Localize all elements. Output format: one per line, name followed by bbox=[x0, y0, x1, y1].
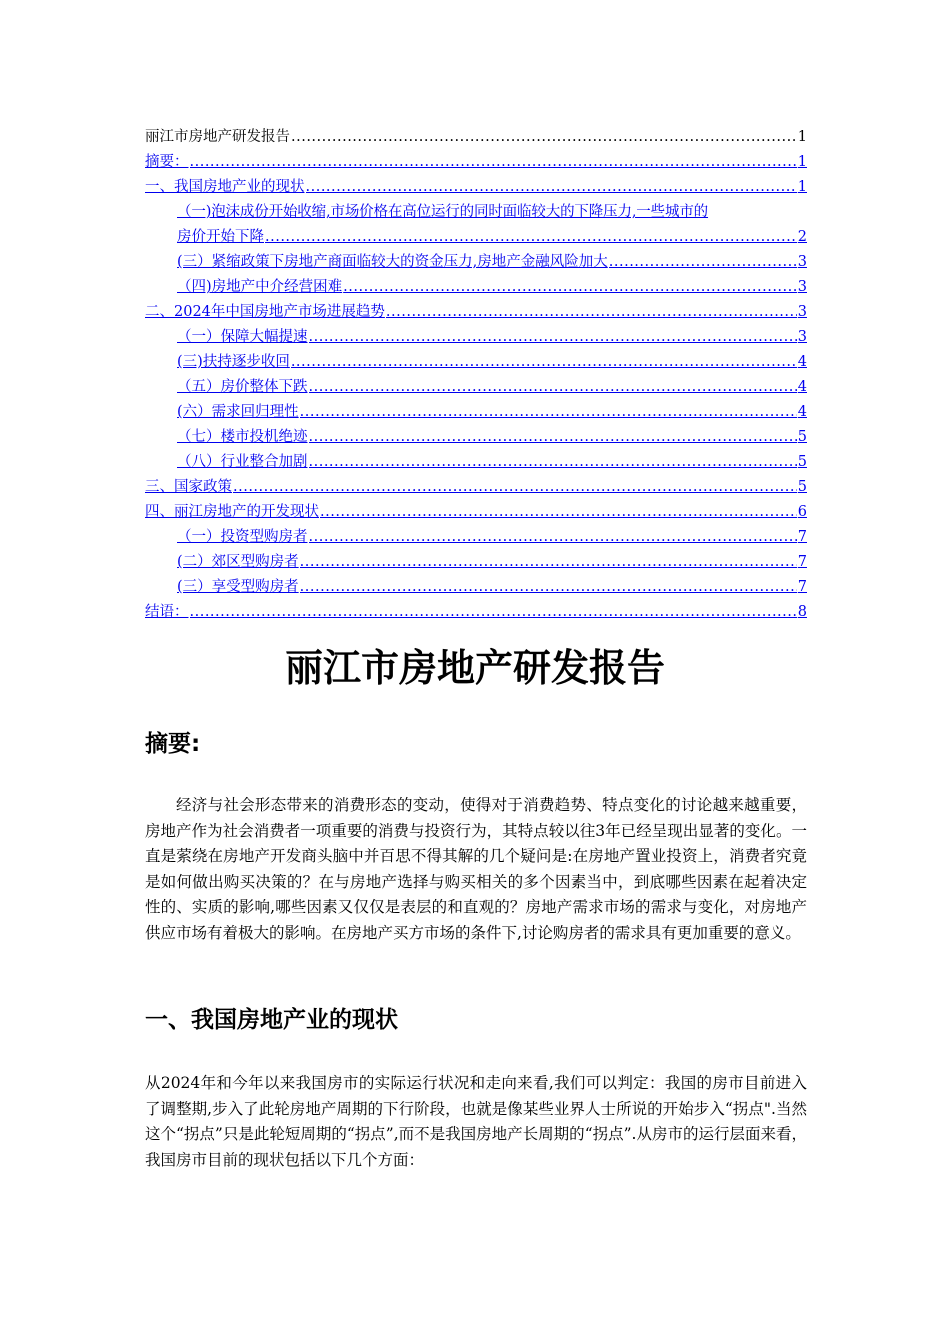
toc-page-number: 6 bbox=[797, 504, 807, 520]
toc-leader-dots bbox=[300, 550, 797, 575]
toc-link-section-2-3[interactable] bbox=[145, 350, 807, 375]
section-1-heading: 一、我国房地产业的现状 bbox=[145, 1007, 398, 1033]
toc-link-section-4-1[interactable] bbox=[145, 525, 807, 550]
toc-page-number: 1 bbox=[797, 129, 807, 145]
toc-leader-dots bbox=[190, 600, 797, 625]
toc-leader-dots bbox=[309, 325, 797, 350]
toc-page-number: 3 bbox=[797, 254, 807, 270]
toc-page-number: 5 bbox=[797, 454, 807, 470]
toc-entry-text: （四)房地产中介经营困难 bbox=[177, 279, 343, 295]
toc-link-section-4-2[interactable] bbox=[145, 550, 807, 575]
toc-link-section-2-5[interactable] bbox=[145, 375, 807, 400]
toc-entry-text: (二）郊区型购房者 bbox=[177, 554, 299, 570]
section-1-paragraph: 从2024年和今年以来我国房市的实际运行状况和走向来看,我们可以判定：我国的房市目前进入了调整期,步入了此轮房地产周期的下行阶段，也就是像某些业界人士所说的开始步入“拐点".当然这个“拐点”只是此轮短周期的“拐点”,而不是我国房地产长周期的“拐点”.从房市的运行层面来看，我国房市目前的现状包括以下几个方面： bbox=[145, 1074, 807, 1169]
document-title: 丽江市房地产研发报告 bbox=[284, 646, 665, 690]
toc-page-number: 7 bbox=[797, 529, 807, 545]
toc-page-number: 5 bbox=[797, 429, 807, 445]
toc-link-section-4-3[interactable] bbox=[145, 575, 807, 600]
toc-leader-dots bbox=[291, 350, 797, 375]
toc-link-section-1-3[interactable] bbox=[145, 250, 807, 275]
toc-entry-text: 二、2024年中国房地产市场进展趋势 bbox=[145, 304, 385, 320]
toc-leader-dots bbox=[609, 250, 797, 275]
toc-entry-text: 摘要： bbox=[145, 154, 189, 170]
toc-entry-text: (六）需求回归理性 bbox=[177, 404, 299, 420]
abstract-paragraph: 经济与社会形态带来的消费形态的变动，使得对于消费趋势、特点变化的讨论越来越重要，房地产作为社会消费者一项重要的消费与投资行为，其特点较以往3年已经呈现出显著的变化。一直是萦绕在房地产开发商头脑中并百思不得其解的几个疑问是:在房地产置业投资上，消费者究竟是如何做出购买决策的？在与房地产选择与购买相关的多个因素当中，到底哪些因素在起着决定性的、实质的影响,哪些因素又仅仅是表层的和直观的？房地产需求市场的需求与变化，对房地产供应市场有着极大的影响。在房地产买方市场的条件下,讨论购房者的需求具有更加重要的意义。 bbox=[145, 796, 807, 942]
abstract-heading: 摘要: bbox=[145, 731, 201, 757]
toc-link-conclusion[interactable] bbox=[145, 600, 807, 625]
toc-entry-text: (三）紧缩政策下房地产商面临较大的资金压力,房地产金融风险加大 bbox=[177, 254, 608, 270]
toc-link-section-1[interactable] bbox=[145, 175, 807, 200]
toc-page-number: 5 bbox=[797, 479, 807, 495]
toc-link-section-3[interactable] bbox=[145, 475, 807, 500]
toc-entry-text: (三)扶持逐步收回 bbox=[177, 354, 290, 370]
toc-page-number: 2 bbox=[797, 229, 807, 245]
toc-link-section-4[interactable] bbox=[145, 500, 807, 525]
toc-leader-dots bbox=[343, 275, 797, 300]
toc-page-number: 3 bbox=[797, 304, 807, 320]
toc-page-number: 8 bbox=[797, 604, 807, 620]
toc-page-number: 3 bbox=[797, 329, 807, 345]
table-of-contents bbox=[145, 125, 807, 625]
toc-page-number: 4 bbox=[797, 379, 807, 395]
toc-link-section-2-8[interactable] bbox=[145, 450, 807, 475]
toc-entry-text: （八）行业整合加剧 bbox=[177, 454, 308, 470]
toc-page-number: 4 bbox=[797, 404, 807, 420]
toc-link-section-2-6[interactable] bbox=[145, 400, 807, 425]
toc-entry-title bbox=[145, 125, 807, 150]
toc-page-number: 7 bbox=[797, 579, 807, 595]
toc-leader-dots bbox=[291, 125, 797, 150]
toc-page-number: 7 bbox=[797, 554, 807, 570]
toc-link-section-1-1[interactable] bbox=[145, 200, 807, 250]
toc-page-number: 3 bbox=[797, 279, 807, 295]
toc-entry-text: 一、我国房地产业的现状 bbox=[145, 179, 305, 195]
toc-leader-dots bbox=[309, 450, 797, 475]
toc-link-section-2-1[interactable] bbox=[145, 325, 807, 350]
toc-entry-text: （一）投资型购房者 bbox=[177, 529, 308, 545]
toc-leader-dots bbox=[320, 500, 797, 525]
toc-link-section-1-4[interactable] bbox=[145, 275, 807, 300]
toc-entry-text: （一）保障大幅提速 bbox=[177, 329, 308, 345]
toc-entry-text: （七）楼市投机绝迹 bbox=[177, 429, 308, 445]
toc-entry-text-line1: （一)泡沫成份开始收缩,市场价格在高位运行的同时面临较大的下降压力,一些城市的 bbox=[177, 204, 709, 220]
toc-entry-text-line2: 房价开始下降 bbox=[177, 229, 264, 245]
toc-page-number: 1 bbox=[797, 179, 807, 195]
toc-leader-dots bbox=[386, 300, 797, 325]
toc-leader-dots bbox=[300, 400, 797, 425]
toc-leader-dots bbox=[233, 475, 797, 500]
toc-entry-text: (三）享受型购房者 bbox=[177, 579, 299, 595]
toc-leader-dots bbox=[309, 525, 797, 550]
toc-link-section-2[interactable] bbox=[145, 300, 807, 325]
toc-entry-text: 丽江市房地产研发报告 bbox=[145, 129, 290, 145]
toc-page-number: 4 bbox=[797, 354, 807, 370]
toc-page-number: 1 bbox=[797, 154, 807, 170]
toc-leader-dots bbox=[309, 375, 797, 400]
toc-link-abstract[interactable] bbox=[145, 150, 807, 175]
toc-leader-dots bbox=[309, 425, 797, 450]
toc-entry-text: 结语： bbox=[145, 604, 189, 620]
toc-leader-dots bbox=[300, 575, 797, 600]
toc-leader-dots bbox=[190, 150, 797, 175]
toc-entry-text: （五）房价整体下跌 bbox=[177, 379, 308, 395]
toc-entry-text: 四、丽江房地产的开发现状 bbox=[145, 504, 319, 520]
toc-link-section-2-7[interactable] bbox=[145, 425, 807, 450]
toc-leader-dots bbox=[306, 175, 797, 200]
toc-leader-dots bbox=[265, 225, 797, 250]
toc-entry-text: 三、国家政策 bbox=[145, 479, 232, 495]
